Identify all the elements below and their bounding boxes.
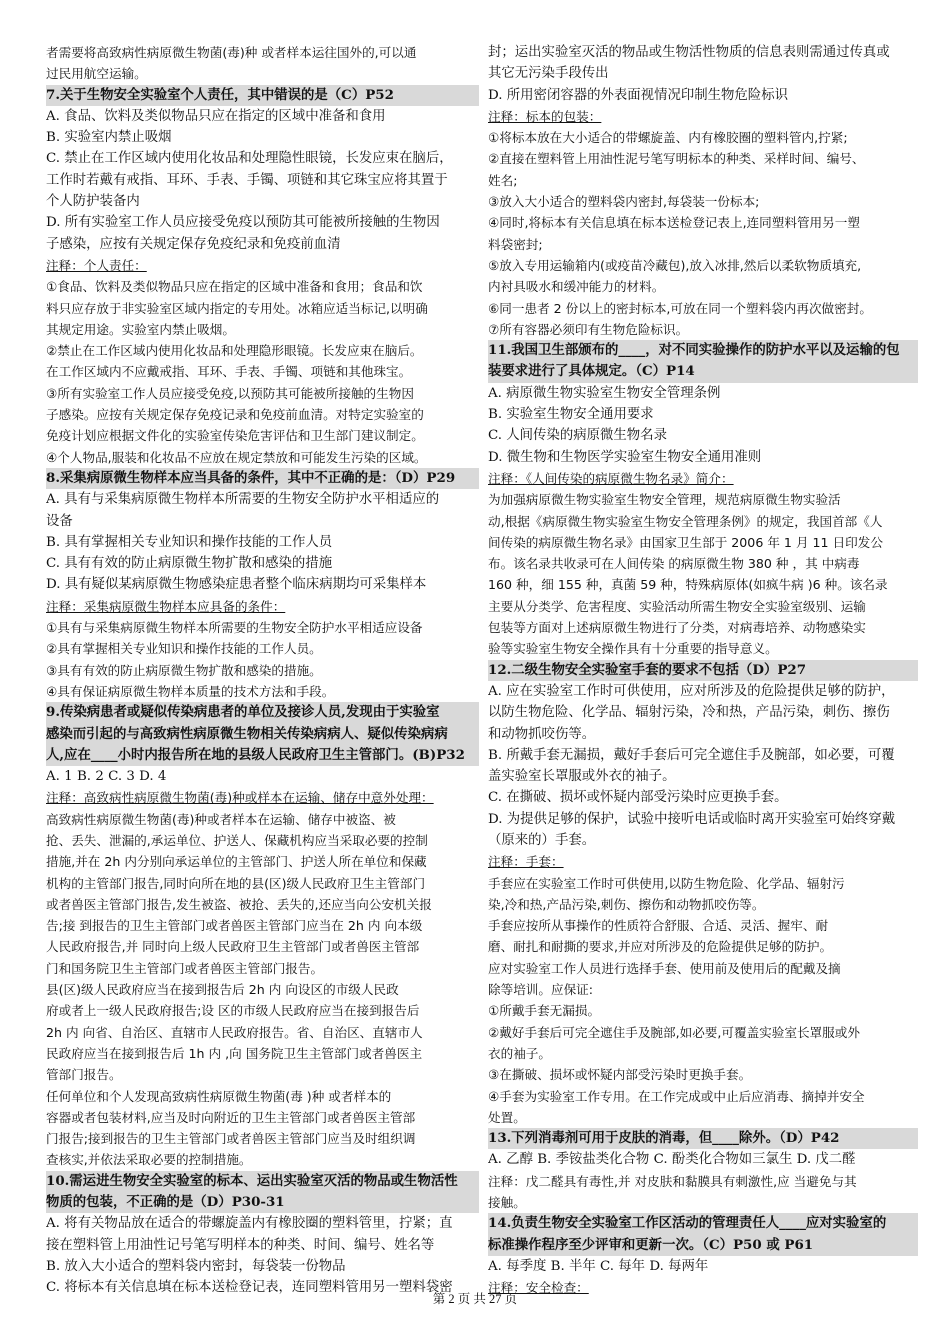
right-text-line: 注释：标本的包装：: [488, 108, 602, 124]
left-text-line: 人民政府报告,并 同时向上级人民政府卫生主管部门或者兽医主管部: [46, 939, 420, 955]
left-text-line: C. 禁止在工作区域内使用化妆品和处理隐性眼镜，长发应束在脑后，: [46, 151, 453, 167]
left-text-line: 者需要将高致病性病原微生物菌(毒)种 或者样本运往国外的,可以通: [46, 45, 417, 60]
right-text-line: 接触。: [488, 1195, 526, 1211]
left-text-line: ④具有保证病原微生物样本质量的技术方法和手段。: [46, 683, 335, 699]
left-text-line: 子感染，应按有关规定保存免疫纪录和免疫前血清: [46, 236, 341, 252]
right-text-line: C. 在撕破、损坏或怀疑内部受污染时应更换手套。: [488, 790, 788, 806]
left-text-line: C. 将标本有关信息填在标本送检登记表，连同塑料管用另一塑料袋密: [46, 1280, 453, 1296]
right-text-line: ②戴好手套后可完全遮住手及腕部,如必要,可覆盖实验室长罩服或外: [488, 1024, 860, 1040]
right-text-line: 处置。: [488, 1109, 526, 1125]
right-text-line: 以防生物危险、化学品、辐射污染，冷和热，产品污染，刺伤、擦伤: [488, 705, 890, 721]
left-text-line: ③具有有效的防止病原微生物扩散和感染的措施。: [46, 662, 322, 678]
right-text-line: 注释：戊二醛具有毒性,并 对皮肤和黏膜具有刺激性,应 当避免与其: [488, 1173, 857, 1189]
left-text-line: 查核实,并依法采取必要的控制措施。: [46, 1152, 252, 1168]
right-text-line: 除等培训。应保证:: [488, 982, 593, 998]
left-text-line: B. 实验室内禁止吸烟: [46, 130, 172, 146]
left-text-line: 免疫计划应根据文件化的实验室传染危害评估和卫生部门建议制定。: [46, 428, 424, 444]
left-text-line: 抢、丢失、泄漏的,承运单位、护送人、保藏机构应当采取必要的控制: [46, 832, 428, 848]
right-text-line: 染,冷和热,产品污染,刺伤、擦伤和动物抓咬伤等。: [488, 896, 765, 912]
right-text-line: 验等实验室生物安全操作具有十分重要的指导意义。: [488, 641, 778, 657]
right-text-line: 主要从分类学、危害程度、实验活动所需生物安全实验室级别、运输: [488, 598, 866, 614]
left-text-line: 告;接 到报告的卫生主管部门或者兽医主管部门应当在 2h 内 向本级: [46, 918, 423, 934]
left-text-line: 高致病性病原微生物菌(毒)种或者样本在运输、储存中被盗、被: [46, 811, 396, 827]
left-text-line: 工作时若戴有戒指、耳环、手表、手镯、项链和其它珠宝应将其置于: [46, 172, 448, 188]
right-text-line: ⑤放入专用运输箱内(或疫苗冷藏包),放入冰排,然后以柔软物质填充,: [488, 257, 862, 273]
right-text-line: （原来的）手套。: [488, 832, 596, 848]
right-text-line: 11.我国卫生部颁布的____，对不同实验操作的防护水平以及运输的包: [488, 340, 918, 361]
right-text-line: ⑥同一患者 2 份以上的密封标本,可放在同一个塑料袋内再次做密封。: [488, 300, 872, 316]
right-text-line: A. 乙醇 B. 季铵盐类化合物 C. 酚类化合物如三氯生 D. 戊二醛: [488, 1152, 856, 1168]
right-text-line: D. 为提供足够的保护，试验中接听电话或临时离开实验室可始终穿戴: [488, 811, 896, 827]
left-text-line: 注释：高致病性病原微生物菌(毒)种或样本在运输、储存中意外处理：: [46, 790, 434, 806]
right-text-line: 料袋密封;: [488, 236, 543, 252]
right-text-line: ⑦所有容器必须印有生物危险标识。: [488, 321, 689, 337]
left-text-line: 门报告;接到报告的卫生主管部门或者兽医主管部门应当及时组织调: [46, 1131, 416, 1147]
right-text-line: 手套应在实验室工作时可供使用,以防生物危险、化学品、辐射污: [488, 875, 845, 891]
left-text-line: 个人防护装备内: [46, 194, 140, 210]
right-text-line: ②直接在塑料管上用油性泥号笔写明标本的种类、采样时间、编号、: [488, 151, 865, 167]
right-text-line: ①将标本放在大小适合的带螺旋盖、内有橡胶圈的塑料管内,拧紧;: [488, 130, 848, 146]
right-text-line: 间传染的病原微生物名录》由国家卫生部于 2006 年 1 月 11 日印发公: [488, 534, 883, 550]
left-text-line: 料只应存放于非实验室区域内指定的专用处。冰箱应适当标记,以明确: [46, 300, 428, 316]
left-text-line: 管部门报告。: [46, 1067, 122, 1083]
left-text-line: ①食品、饮料及类似物品只应在指定的区域中准备和食用；食品和饮: [46, 279, 423, 295]
right-text-line: A. 每季度 B. 半年 C. 每年 D. 每两年: [488, 1258, 709, 1274]
left-text-line: 其规定用途。实验室内禁止吸烟。: [46, 321, 235, 337]
left-text-line: 注释：采集病原微生物样本应具备的条件：: [46, 598, 286, 614]
left-text-line: 过民用航空运输。: [46, 66, 147, 82]
left-text-line: A. 食品、饮料及类似物品只应在指定的区域中准备和食用: [46, 108, 386, 124]
left-text-line: 8.采集病原微生物样本应当具备的条件，其中不正确的是：（D）P29: [46, 468, 479, 489]
left-text-line: 子感染。应按有关规定保存免疫记录和免疫前血清。对特定实验室的: [46, 407, 424, 423]
left-text-line: 任何单位和个人发现高致病性病原微生物菌(毒 )种 或者样本的: [46, 1088, 392, 1104]
right-text-line: ③放入大小适合的塑料袋内密封,每袋装一份标本;: [488, 194, 760, 210]
right-text-line: 其它无污染手段传出: [488, 66, 609, 82]
left-text-line: 9.传染病患者或疑似传染病患者的单位及接诊人员,发现由于实验室: [46, 702, 479, 723]
left-text-line: A. 将有关物品放在适合的带螺旋盖内有橡胶圈的塑料管里，拧紧；直: [46, 1216, 453, 1232]
right-text-line: D. 微生物和生物医学实验室生物安全通用准则: [488, 449, 762, 465]
left-text-line: 县(区)级人民政府应当在接到报告后 2h 内 向设区的市级人民政: [46, 982, 399, 998]
left-text-line: 府或者上一级人民政府报告;设 区的市级人民政府应当在接到报告后: [46, 1003, 420, 1019]
left-text-line: ③所有实验室工作人员应接受免疫,以预防其可能被所接触的生物因: [46, 385, 414, 401]
left-text-line: A. 具有与采集病原微生物样本所需要的生物安全防护水平相适应的: [46, 492, 440, 508]
left-text-line: 注释：个人责任：: [46, 257, 147, 273]
right-text-line: 封；运出实验室灭活的物品或生物活性物质的信息表则需通过传真或: [488, 45, 890, 60]
left-text-line: 感染而引起的与高致病性病原微生物相关传染病病人、疑似传染病病: [46, 724, 479, 745]
left-text-line: 设备: [46, 513, 73, 529]
left-text-line: 措施,并在 2h 内分别向承运单位的主管部门、护送人所在单位和保藏: [46, 854, 427, 870]
right-text-line: 14.负责生物安全实验室工作区活动的管理责任人____应对实验室的: [488, 1213, 918, 1234]
left-text-line: 人,应在____小时内报告所在地的县级人民政府卫生主管部门。(B)P32: [46, 745, 479, 766]
right-text-line: B. 实验室生物安全通用要求: [488, 407, 654, 423]
right-text-line: 注释：安全检查：: [488, 1280, 589, 1296]
right-text-line: 手套应按所从事操作的性质符合舒服、合适、灵活、握牢、耐: [488, 918, 829, 934]
right-text-line: 磨、耐扎和耐撕的要求,并应对所涉及的危险提供足够的防护。: [488, 939, 833, 955]
left-text-line: 接在塑料管上用油性记号笔写明样本的种类、时间、编号、姓名等: [46, 1237, 435, 1253]
left-text-line: 在工作区域内不应戴戒指、耳环、手表、手镯、项链和其他珠宝。: [46, 364, 412, 380]
right-text-line: A. 应在实验室工作时可供使用，应对所涉及的危险提供足够的防护，: [488, 683, 895, 699]
right-text-line: 13.下列消毒剂可用于皮肤的消毒，但____除外。（D）P42: [488, 1128, 918, 1149]
right-text-line: 和动物抓咬伤等。: [488, 726, 596, 742]
right-column: [488, 42, 918, 1299]
right-text-line: ④手套为实验室工作专用。在工作完成或中止后应消毒、摘掉并安全: [488, 1088, 865, 1104]
right-text-line: 衣的袖子。: [488, 1045, 551, 1061]
right-text-line: ①所戴手套无漏损。: [488, 1003, 601, 1019]
right-text-line: D. 所用密闭容器的外表面视情况印制生物危险标识: [488, 87, 788, 103]
right-text-line: 内衬具吸水和缓冲能力的材料。: [488, 279, 665, 295]
left-column: [46, 42, 479, 1299]
right-text-line: 动,根据《病原微生物实验室生物安全管理条例》的规定，我国首部《人: [488, 513, 883, 529]
left-text-line: ④个人物品,服装和化妆品不应放在规定禁放和可能发生污染的区域。: [46, 449, 427, 465]
left-text-line: 或者兽医主管部门报告,发生被盗、被抢、丢失的,还应当向公安机关报: [46, 896, 432, 912]
right-text-line: C. 人间传染的病原微生物名录: [488, 428, 667, 444]
left-text-line: 门和国务院卫生主管部门或者兽医主管部门报告。: [46, 960, 324, 976]
right-text-line: 注释：《人间传染的病原微生物名录》简介：: [488, 470, 734, 486]
right-text-line: 标准操作程序至少评审和更新一次。（C）P50 或 P61: [488, 1235, 918, 1256]
right-text-line: B. 所戴手套无漏损，戴好手套后可完全遮住手及腕部，如必要，可覆: [488, 747, 895, 763]
left-text-line: 民政府应当在接到报告后 1h 内 ,向 国务院卫生主管部门或者兽医主: [46, 1045, 423, 1061]
left-text-line: 容器或者包装材料,应当及时向附近的卫生主管部门或者兽医主管部: [46, 1109, 416, 1125]
right-text-line: 盖实验室长罩服或外衣的袖子。: [488, 769, 676, 785]
left-text-line: ②具有掌握相关专业知识和操作技能的工作人员。: [46, 641, 322, 657]
right-text-line: 为加强病原微生物实验室生物安全管理，规范病原微生物实验活: [488, 492, 841, 508]
right-text-line: 布。该名录共收录可在人间传染 的病原微生物 380 种 ，其 中病毒: [488, 556, 860, 572]
right-text-line: ③在撕破、损坏或怀疑内部受污染时更换手套。: [488, 1067, 752, 1083]
page-footer: 第 2 页 共 27 页: [432, 1292, 518, 1306]
left-text-line: A. 1 B. 2 C. 3 D. 4: [46, 769, 167, 785]
left-text-line: 物质的包装，不正确的是（D）P30-31: [46, 1192, 479, 1213]
right-text-line: 装要求进行了具体规定。（C）P14: [488, 361, 918, 382]
left-text-line: D. 具有疑似某病原微生物感染症患者整个临床病期均可采集样本: [46, 577, 427, 593]
right-text-line: 注释：手套：: [488, 854, 564, 870]
left-text-line: B. 具有掌握相关专业知识和操作技能的工作人员: [46, 534, 333, 550]
left-text-line: 10.需运进生物安全实验室的标本、运出实验室灭活的物品或生物活性: [46, 1171, 479, 1192]
left-text-line: C. 具有有效的防止病原微生物扩散和感染的措施: [46, 556, 333, 572]
left-text-line: 机构的主管部门报告,同时向所在地的县(区)级人民政府卫生主管部门: [46, 875, 426, 891]
right-text-line: ④同时,将标本有关信息填在标本送检登记表上,连同塑料管用另一塑: [488, 215, 860, 231]
right-text-line: 160 种，细 155 种，真菌 59 种，特殊病原体(如疯牛病 )6 种。该名录: [488, 577, 888, 593]
right-text-line: 应对实验室工作人员进行选择手套、使用前及使用后的配戴及摘: [488, 960, 841, 976]
left-text-line: ②禁止在工作区域内使用化妆品和处理隐形眼镜。长发应束在脑后。: [46, 343, 423, 359]
left-text-line: D. 所有实验室工作人员应接受免疫以预防其可能被所接触的生物因: [46, 215, 440, 231]
right-text-line: 12.二级生物安全实验室手套的要求不包括（D）P27: [488, 660, 918, 681]
right-text-line: 姓名;: [488, 172, 518, 188]
left-text-line: B. 放入大小适合的塑料袋内密封，每袋装一份物品: [46, 1258, 346, 1274]
left-text-line: 7.关于生物安全实验室个人责任，其中错误的是（C）P52: [46, 85, 479, 106]
left-text-line: ①具有与采集病原微生物样本所需要的生物安全防护水平相适应设备: [46, 620, 423, 636]
right-text-line: 包装等方面对上述病原微生物进行了分类，对病毒培养、动物感染实: [488, 620, 866, 636]
right-text-line: A. 病原微生物实验室生物安全管理条例: [488, 385, 721, 401]
left-text-line: 2h 内 向省、自治区、直辖市人民政府报告。省、自治区、直辖市人: [46, 1024, 423, 1040]
